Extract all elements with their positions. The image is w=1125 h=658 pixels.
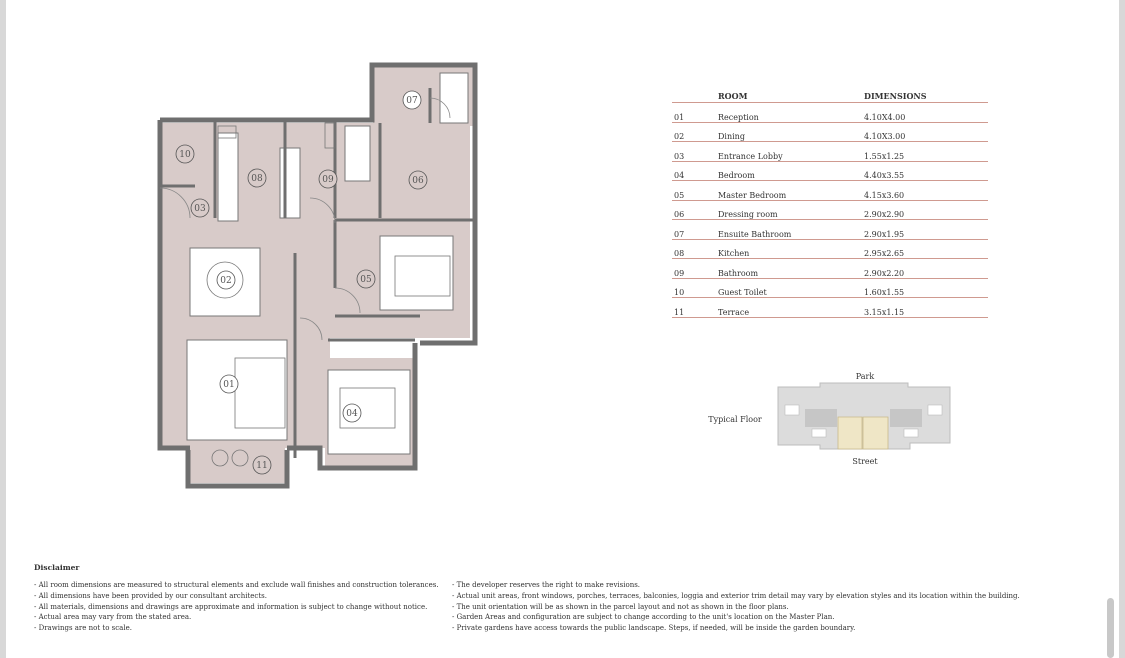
row-room: Bedroom [718,171,755,180]
disclaimer-item: - The unit orientation will be as shown in the parcel layout and not as shown in the floor plans. [452,602,789,611]
table-row [672,240,988,260]
row-room: Entrance Lobby [718,151,783,161]
room-label-11 [253,456,271,474]
table-row [672,142,988,162]
row-dimensions: 2.90x1.95 [864,229,905,239]
row-number: 11 [674,307,685,317]
room-label-10 [176,145,194,163]
table-row [672,201,988,221]
row-number: 02 [674,132,685,141]
floor-plan [150,58,490,493]
disclaimer-item: - Actual unit areas, front windows, porches, terraces, balconies, loggia and exterior trim detail may vary by elevation styles and its location within the building. [452,591,1020,600]
room-label-06 [409,171,427,189]
row-number: 05 [674,190,685,200]
row-room: Guest Toilet [718,288,767,297]
room-label-07 [403,91,421,109]
row-dimensions: 1.55x1.25 [864,151,905,161]
table-row [672,162,988,182]
disclaimer-item: - Actual area may vary from the stated area. [34,613,192,622]
row-dimensions: 3.15x1.15 [864,307,905,317]
row-room: Dressing room [718,210,778,219]
row-number: 09 [674,268,685,278]
table-row [672,298,988,318]
disclaimer-left-column [34,580,444,634]
row-dimensions: 1.60x1.55 [864,288,905,297]
row-room: Dining [718,132,745,141]
room-label-03 [191,199,209,217]
room-number-05: 05 [360,275,372,285]
room-number-01: 01 [223,380,235,390]
key-plan [700,365,960,475]
disclaimer-item: - All materials, dimensions and drawings are approximate and information is subject to change without notice. [34,602,428,611]
room-label-05 [357,270,375,288]
disclaimer-title: Disclaimer [34,563,80,572]
room-label-08 [248,169,266,187]
key-plan-park-label: Park [855,372,875,381]
room-number-11: 11 [256,461,268,471]
row-dimensions: 4.10X4.00 [864,112,906,122]
disclaimer [34,563,1094,633]
row-dimensions: 2.90x2.90 [864,210,905,219]
row-room: Reception [718,112,759,122]
row-number: 06 [674,210,685,219]
table-row [672,279,988,299]
room-label-01 [220,375,238,393]
room-number-10: 10 [179,150,191,160]
table-header [672,88,988,103]
table-row [672,123,988,143]
disclaimer-right-column [452,580,1092,634]
room-label-04 [343,404,361,422]
row-room: Terrace [718,307,750,317]
header-dimensions: DIMENSIONS [864,91,927,101]
vertical-scrollbar[interactable] [1107,598,1114,658]
row-dimensions: 2.90x2.20 [864,268,905,278]
room-label-09 [319,170,337,188]
row-dimensions: 2.95x2.65 [864,249,905,258]
row-room: Master Bedroom [718,190,787,200]
room-number-09: 09 [322,175,334,185]
row-room: Ensuite Bathroom [718,229,792,239]
room-number-06: 06 [412,176,424,186]
room-label-02 [217,271,235,289]
disclaimer-item: - All dimensions have been provided by our consultant architects. [34,591,267,600]
row-dimensions: 4.15x3.60 [864,190,905,200]
table-row [672,103,988,123]
page-edge-left [0,0,6,658]
disclaimer-item: - Private gardens have access towards the public landscape. Steps, if needed, will be inside the garden boundary. [452,624,856,633]
table-row [672,181,988,201]
highlighted-unit [838,417,888,449]
row-dimensions: 4.10X3.00 [864,132,906,141]
row-room: Bathroom [718,268,759,278]
row-number: 10 [674,288,685,297]
row-number: 03 [674,151,685,161]
page-edge-right [1119,0,1125,658]
row-dimensions: 4.40x3.55 [864,171,905,180]
row-number: 07 [674,229,685,239]
room-dimensions-table [672,88,988,318]
table-row [672,220,988,240]
disclaimer-item: - The developer reserves the right to make revisions. [452,581,641,589]
room-number-03: 03 [194,204,206,214]
disclaimer-item: - Garden Areas and configuration are subject to change according to the unit's location on the Master Plan. [452,613,835,622]
row-number: 01 [674,112,685,122]
key-plan-floor-label: Typical Floor [708,415,762,424]
room-number-04: 04 [346,409,358,419]
room-number-07: 07 [406,96,418,106]
table-row [672,259,988,279]
room-number-02: 02 [220,276,232,286]
row-room: Kitchen [718,249,750,258]
row-number: 04 [674,171,685,180]
row-number: 08 [674,249,685,258]
key-plan-street-label: Street [852,457,878,466]
disclaimer-item: - All room dimensions are measured to structural elements and exclude wall finishes and construction tolerances. [34,581,439,589]
header-room: ROOM [718,91,748,101]
disclaimer-item: - Drawings are not to scale. [34,624,132,633]
room-number-08: 08 [251,174,263,184]
